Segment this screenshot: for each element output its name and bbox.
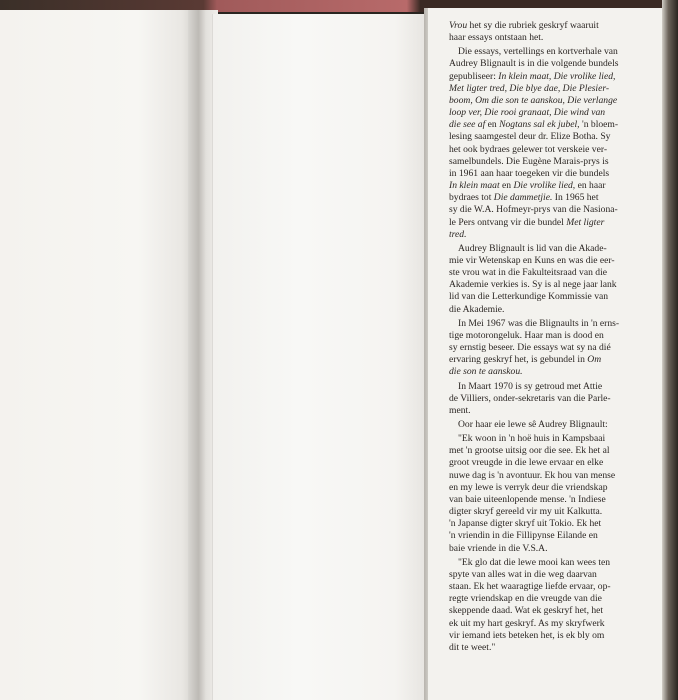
text-run: ste vrou wat in die Fakulteitsraad van die [449, 267, 607, 279]
text-line [449, 229, 654, 241]
bio-paragraph [449, 46, 654, 241]
italic-title-text: Om [587, 354, 602, 366]
text-run: groot vreugde in die lewe ervaar en elke [449, 457, 604, 469]
text-line [449, 131, 654, 143]
text-line [449, 83, 654, 95]
text-run: spyte van alles wat in die weg daarvan [449, 568, 597, 580]
text-run: samelbundels. Die Eugène Marais-prys is [449, 155, 609, 167]
italic-title-text: boom, Om die son te aanskou, Die verlange [449, 94, 618, 106]
text-line [449, 58, 654, 70]
text-run: skeppende daad. Wat ek geskryf het, het [449, 605, 604, 617]
text-line [449, 618, 654, 630]
text-line [449, 168, 654, 180]
text-run: lesing saamgestel deur dr. Elize Botha. Sy [449, 131, 611, 143]
text-run: bydraes tot [449, 192, 494, 204]
text-line [449, 630, 654, 642]
bio-paragraph [449, 20, 654, 44]
text-run: Audrey Blignault is lid van die Akade- [458, 242, 607, 254]
text-line [449, 255, 654, 267]
italic-title-text: loop ver, Die rooi granaat, Die wind van [449, 107, 606, 119]
text-run: Die essays, vertellings en kortverhale van [458, 46, 618, 58]
italic-title-text: die son te aanskou. [449, 366, 523, 378]
text-run: haar essays ontstaan het. [449, 32, 544, 44]
text-run: 'n bloem- [579, 119, 619, 131]
text-run: Akademie verkies is. Sy is al nege jaar lank [449, 279, 617, 291]
text-line [449, 405, 654, 417]
bio-paragraph [449, 419, 654, 431]
bio-paragraph [449, 433, 654, 555]
text-run: le Pers ontvang vir die bundel [449, 216, 567, 228]
text-run: 'n Japanse digter skryf uit Tokio. Ek het [449, 518, 602, 530]
text-line [449, 107, 654, 119]
text-run: van baie uiteenlopende mense. 'n Indiese [449, 493, 606, 505]
text-run: staan. Ek het waaragtige liefde ervaar, op- [449, 581, 611, 593]
text-run: die Akademie. [449, 303, 505, 315]
text-line [449, 267, 654, 279]
text-run: sy ernstig beseer. Die essays wat sy na dié [449, 342, 611, 354]
text-line [449, 543, 654, 555]
blank-jacket-flap [212, 14, 427, 700]
text-run: ek uit my hart geskryf. As my skryfwerk [449, 617, 605, 629]
text-run: digter skryf gereeld vir my uit Kalkutta. [449, 506, 603, 518]
text-run: In Mei 1967 was die Blignaults in 'n erns- [458, 317, 620, 329]
text-run: dit te weet." [449, 641, 496, 653]
text-run: ervaring geskryf het, is gebundel in [449, 354, 588, 366]
text-line [449, 569, 654, 581]
text-line [449, 506, 654, 518]
text-run: In 1965 het [552, 192, 599, 204]
text-run: baie vriende in die V.S.A. [449, 542, 548, 554]
text-line [449, 32, 654, 44]
text-run: met 'n grootse uitsig oor die see. Ek het al [449, 445, 610, 457]
text-run: In Maart 1970 is sy getroud met Attie [458, 380, 603, 392]
text-line [449, 433, 654, 445]
text-run: 'n vriendin in die Fillipynse Eilande en [449, 530, 598, 542]
text-line [449, 330, 654, 342]
text-run: lid van die Letterkundige Kommissie van [449, 291, 609, 303]
text-line [449, 243, 654, 255]
text-run: het sy die rubriek geskryf waaruit [467, 20, 599, 31]
text-line [449, 518, 654, 530]
italic-title-text: Met ligter tred, Die blye dae, Die Plesier- [449, 82, 610, 94]
text-line [449, 593, 654, 605]
text-line [449, 494, 654, 506]
text-run: sy die W.A. Hofmeyr-prys van die Nasiona- [449, 204, 618, 216]
text-line [449, 144, 654, 156]
text-run: regte vriendskap en die vreugde van die [449, 593, 602, 605]
text-line [449, 381, 654, 393]
text-line [449, 605, 654, 617]
text-run: gepubliseer: [449, 70, 499, 82]
text-line [449, 581, 654, 593]
text-line [449, 304, 654, 316]
text-line [449, 46, 654, 58]
text-line [449, 482, 654, 494]
text-line [449, 279, 654, 291]
text-line [449, 642, 654, 654]
text-run: en [499, 180, 514, 192]
text-line [449, 217, 654, 229]
text-run: "Ek woon in 'n hoë huis in Kampsbaai [458, 433, 606, 445]
italic-title-text: In klein maat, Die vrolike lied, [498, 70, 616, 82]
text-run: en my lewe is verryk deur die vriendskap [449, 481, 608, 493]
italic-title-text: Nogtans sal ek jubel, [499, 119, 580, 131]
text-line [449, 557, 654, 569]
author-biography-text [449, 20, 654, 656]
text-run: Audrey Blignault is in die volgende bundels [449, 58, 619, 70]
text-run: in 1961 aan haar toegeken vir die bundels [449, 167, 610, 179]
text-line [449, 470, 654, 482]
text-run: de Villiers, onder-sekretaris van die Parle- [449, 392, 611, 404]
text-line [449, 342, 654, 354]
text-run: en [485, 119, 500, 131]
text-line [449, 180, 654, 192]
text-line [449, 95, 654, 107]
text-line [449, 204, 654, 216]
text-line [449, 354, 654, 366]
bio-paragraph [449, 243, 654, 316]
text-run: nuwe dag is 'n avontuur. Ek hou van mense [449, 469, 616, 481]
text-run: en haar [575, 180, 606, 192]
text-run: mie vir Wetenskap en Kuns en was die eer- [449, 254, 615, 266]
text-run: vir iemand iets beteken het, is ek bly om [449, 629, 605, 641]
text-line [449, 291, 654, 303]
bio-paragraph [449, 318, 654, 379]
book-right-edge [662, 0, 678, 700]
text-run: "Ek glo dat die lewe mooi kan wees ten [458, 556, 611, 568]
blank-left-page [0, 10, 198, 700]
text-line [449, 445, 654, 457]
text-line [449, 71, 654, 83]
text-line [449, 20, 654, 32]
text-line [449, 393, 654, 405]
bio-paragraph [449, 557, 654, 654]
text-run: Oor haar eie lewe sê Audrey Blignault: [458, 419, 608, 430]
text-line [449, 156, 654, 168]
text-line [449, 318, 654, 330]
italic-title-text: die see af [449, 119, 486, 131]
italic-title-text: tred. [449, 228, 467, 240]
italic-title-text: Vrou [449, 20, 468, 31]
bio-paragraph [449, 381, 654, 417]
text-line [449, 119, 654, 131]
text-run: tige motorongeluk. Haar man is dood en [449, 329, 604, 341]
text-line [449, 457, 654, 469]
italic-title-text: In klein maat [449, 180, 500, 192]
text-line [449, 530, 654, 542]
italic-title-text: Die dammetjie. [493, 192, 553, 204]
text-run: ment. [449, 404, 471, 416]
text-line [449, 419, 654, 431]
text-line [449, 366, 654, 378]
italic-title-text: Die vrolike lied, [513, 180, 576, 192]
text-run: het ook bydraes gelewer tot verskeie ver- [449, 143, 608, 155]
italic-title-text: Met ligter [566, 216, 605, 228]
text-line [449, 192, 654, 204]
